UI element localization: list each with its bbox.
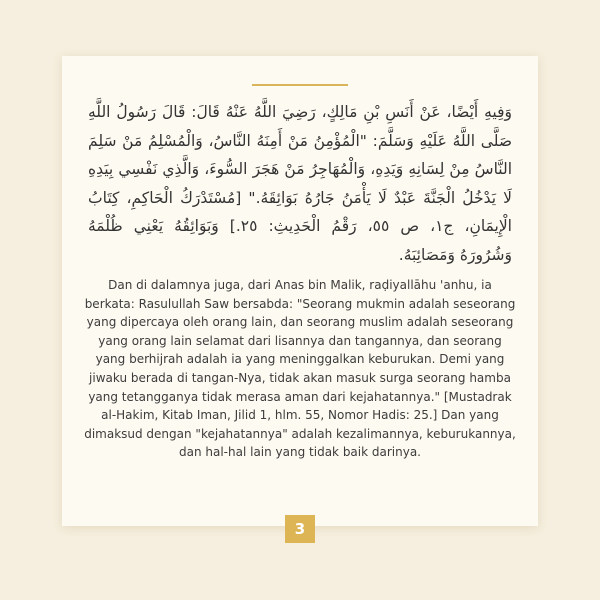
top-divider [252,84,348,86]
page-number-badge: 3 [285,515,315,543]
arabic-hadith-text: وَفِيهِ أَيْضًا، عَنْ أَنَسِ بْنِ مَالِكٍ، رَضِيَ اللَّهُ عَنْهُ قَالَ: قَالَ رَسُولُ اللَّهِ صَلَّى اللَّهُ عَلَيْهِ وَسَلَّمَ: "الْمُؤْمِنُ مَنْ أَمِنَهُ النَّاسُ، وَالْمُسْلِمُ مَنْ سَلِمَ النَّاسُ مِنْ لِسَانِهِ وَيَدِهِ، وَالْمُهَاجِرُ مَنْ هَجَرَ السُّوءَ، وَالَّذِي نَفْسِي بِيَدِهِ لَا يَدْخُلُ الْجَنَّةَ عَبْدٌ لَا يَأْمَنُ جَارُهُ بَوَائِقَهُ." [مُسْتَدْرَكُ الْحَاكِمِ، كِتَابُ الْإِيمَانِ، ج١، ص ٥٥، رَقْمُ الْحَدِيثِ: ٢٥.] وَبَوَائِقُهُ يَعْنِي ظُلْمَهُ وَشُرُورَهُ وَمَصَائِبَهُ. [88,103,512,264]
translation-text: Dan di dalamnya juga, dari Anas bin Malik, raḍiyallāhu 'anhu, ia berkata: Rasulullah Saw bersabda: "Seorang mukmin adalah seseorang yang dipercaya oleh orang lain, dan seorang muslim adalah seseorang yang orang lain selamat dari lisannya dan tangannya, dan seorang yang berhijrah adalah ia yang meninggalkan keburukan. Demi yang jiwaku berada di tangan-Nya, tidak akan masuk surga seorang hamba yang tetangganya tidak merasa aman dari kejahatannya." [Mustadrak al-Hakim, Kitab Iman, Jilid 1, hlm. 55, Nomor Hadis: 25.] Dan yang dimaksud dengan "kejahatannya" adalah kezalimannya, keburukannya, dan hal-hal lain yang tidak baik darinya. [84,278,516,460]
